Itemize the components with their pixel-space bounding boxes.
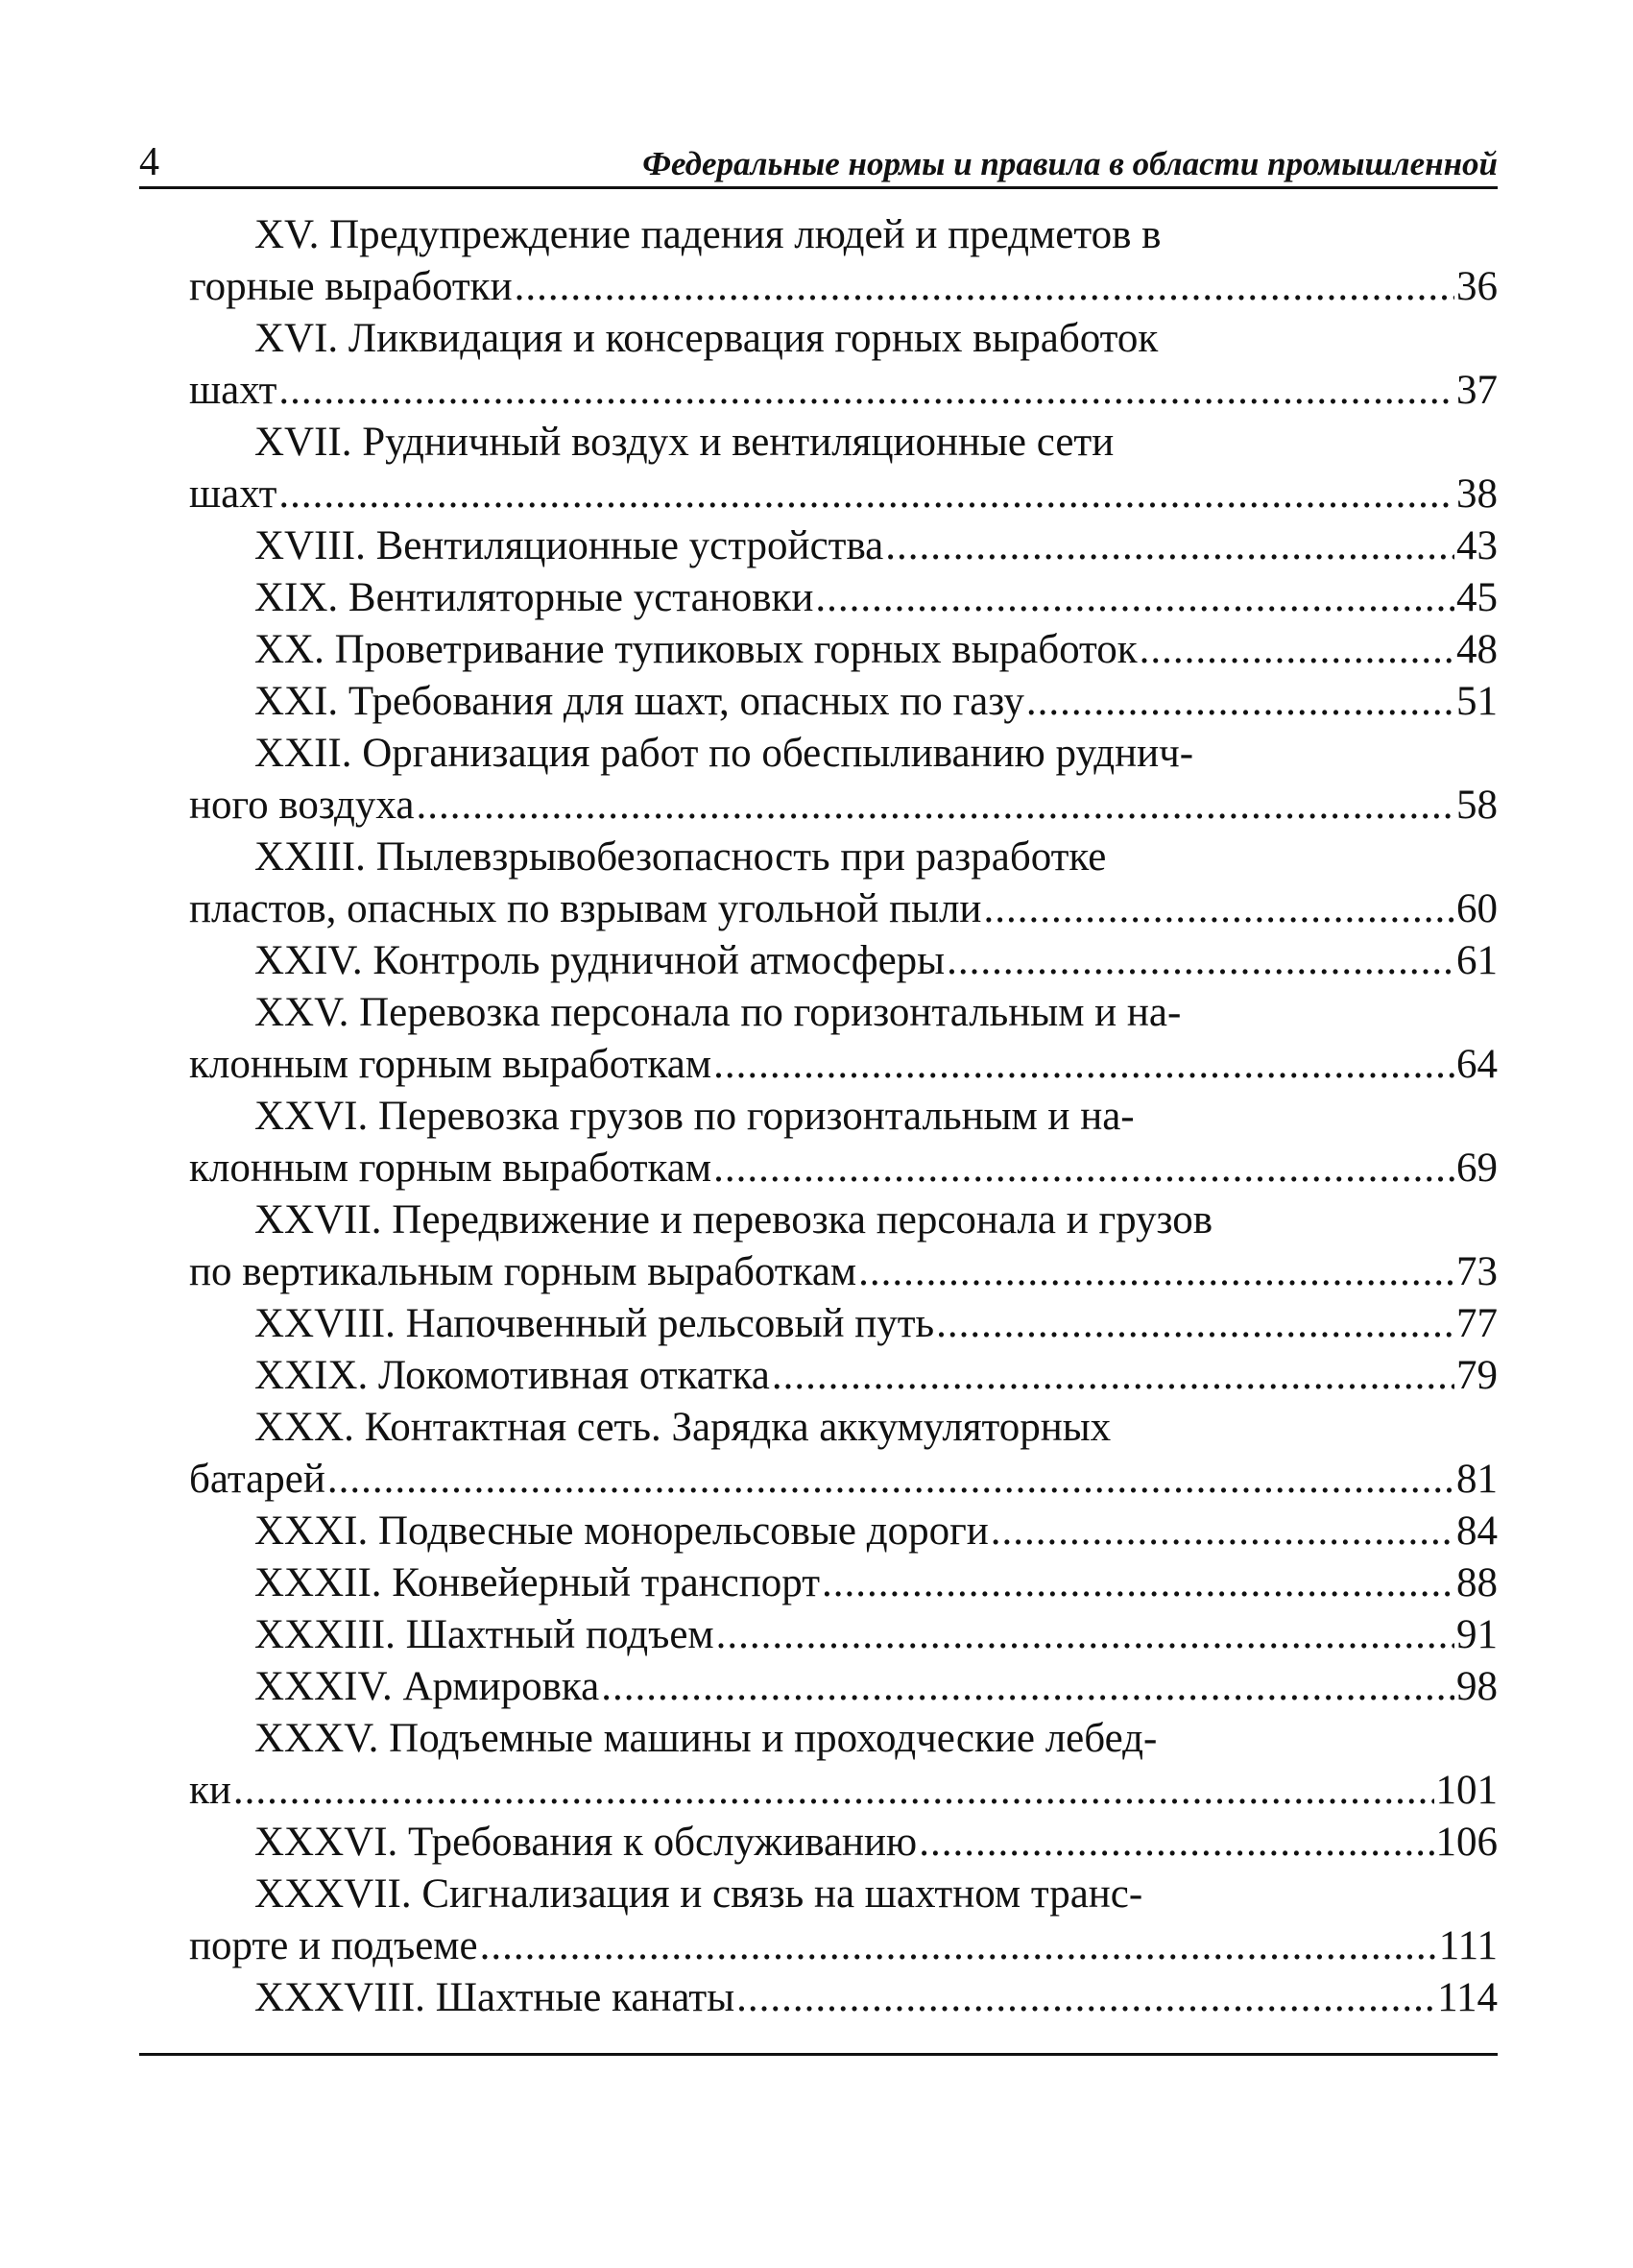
toc-page-number: 48	[1456, 627, 1498, 672]
toc-page-number: 36	[1456, 264, 1498, 309]
toc-entry	[189, 624, 1498, 676]
toc-entry-title: XXX. Контактная сеть. Зарядка аккумуляторных	[254, 1405, 1112, 1450]
dot-leader	[815, 572, 1454, 624]
dot-leader	[1140, 624, 1454, 676]
toc-entry-line	[189, 1557, 1498, 1609]
page-number: 4	[139, 140, 159, 184]
dot-leader	[991, 1506, 1454, 1557]
toc-entry	[189, 987, 1498, 1091]
toc-entry	[189, 313, 1498, 417]
toc-entry	[189, 1402, 1498, 1506]
toc-entry-continuation	[189, 469, 1498, 520]
dot-leader	[1026, 676, 1454, 728]
toc-page-number: 88	[1456, 1560, 1498, 1605]
toc-entry-title-continued: порте и подъеме	[189, 1923, 478, 1968]
toc-entry-title-continued: шахт	[189, 471, 277, 517]
toc-entry-title: XXVII. Передвижение и перевозка персонала и грузов	[254, 1197, 1213, 1243]
dot-leader	[601, 1661, 1454, 1713]
toc-entry-title: XVII. Рудничный воздух и вентиляционные сети	[254, 420, 1115, 465]
toc-entry-title: XXXVIII. Шахтные канаты	[254, 1975, 735, 2020]
toc-page-number: 51	[1456, 679, 1498, 724]
toc-entry-title-continued: шахт	[189, 368, 277, 413]
toc-page-number: 81	[1456, 1457, 1498, 1502]
toc-entry-title: XXXIV. Армировка	[254, 1664, 600, 1709]
toc-entry-title-continued: ного воздуха	[189, 783, 415, 828]
toc-page-number: 106	[1435, 1820, 1498, 1865]
toc-page-number: 45	[1456, 575, 1498, 620]
toc-entry-title: XXIV. Контроль рудничной атмосферы	[254, 938, 946, 983]
toc-entry-line	[189, 1609, 1498, 1661]
toc-entry-continuation	[189, 1920, 1498, 1972]
toc-entry	[189, 1609, 1498, 1661]
toc-entry-line	[189, 1506, 1498, 1557]
toc-page-number: 69	[1456, 1146, 1498, 1191]
dot-leader	[936, 1298, 1454, 1350]
dot-leader	[713, 1143, 1454, 1194]
toc-entry	[189, 1350, 1498, 1402]
dot-leader	[822, 1557, 1454, 1609]
toc-entry-continuation	[189, 1039, 1498, 1091]
toc-entry-title: XXXII. Конвейерный транспорт	[254, 1560, 820, 1605]
toc-page-number: 60	[1456, 886, 1498, 931]
toc-entry-title: XXV. Перевозка персонала по горизонтальным и на-	[254, 990, 1182, 1035]
toc-entry	[189, 728, 1498, 832]
dot-leader	[716, 1609, 1454, 1661]
toc-entry-continuation	[189, 1765, 1498, 1817]
toc-entry	[189, 520, 1498, 572]
toc-entry-line	[189, 1298, 1498, 1350]
toc-entry-title-continued: клонным горным выработкам	[189, 1042, 712, 1087]
toc-entry	[189, 1713, 1498, 1817]
toc-page-number: 91	[1456, 1612, 1498, 1657]
toc-entry-title: XXXVII. Сигнализация и связь на шахтном транс-	[254, 1871, 1143, 1917]
toc-entry-title: XXII. Организация работ по обеспыливанию руднич-	[254, 731, 1194, 776]
toc-page-number: 58	[1456, 783, 1498, 828]
toc-entry-title-continued: ки	[189, 1768, 231, 1813]
toc-entry-title-continued: горные выработки	[189, 264, 513, 309]
toc-entry	[189, 1817, 1498, 1869]
toc-entry	[189, 1194, 1498, 1298]
toc-page-number: 111	[1438, 1923, 1498, 1968]
toc-entry-continuation	[189, 883, 1498, 935]
running-title: Федеральные нормы и правила в области промышленной	[642, 145, 1498, 182]
toc-page-number: 101	[1435, 1768, 1498, 1813]
toc-page-number: 77	[1456, 1301, 1498, 1346]
toc-entry-line	[189, 935, 1498, 987]
toc-entry	[189, 1091, 1498, 1194]
toc-entry	[189, 1506, 1498, 1557]
toc-entry-continuation	[189, 261, 1498, 313]
dot-leader	[919, 1817, 1433, 1869]
toc-entry	[189, 572, 1498, 624]
toc-entry	[189, 1869, 1498, 1972]
table-of-contents	[189, 209, 1498, 2024]
toc-entry	[189, 1661, 1498, 1713]
toc-entry-title: XVIII. Вентиляционные устройства	[254, 523, 884, 568]
toc-entry	[189, 1557, 1498, 1609]
toc-entry-title: XXVIII. Напочвенный рельсовый путь	[254, 1301, 935, 1346]
dot-leader	[480, 1920, 1437, 1972]
toc-entry	[189, 1972, 1498, 2024]
toc-entry-title: XXI. Требования для шахт, опасных по газу	[254, 679, 1024, 724]
toc-entry-title-continued: по вертикальным горным выработкам	[189, 1249, 857, 1294]
toc-entry-title: XXXI. Подвесные монорельсовые дороги	[254, 1508, 989, 1554]
toc-entry-line	[189, 572, 1498, 624]
toc-entry-title: XXXVI. Требования к обслуживанию	[254, 1820, 918, 1865]
toc-entry-line	[189, 520, 1498, 572]
toc-entry-line	[189, 1350, 1498, 1402]
toc-entry-continuation	[189, 365, 1498, 417]
dot-leader	[327, 1454, 1454, 1506]
toc-entry-title: XXIX. Локомотивная откатка	[254, 1353, 770, 1398]
dot-leader	[885, 520, 1454, 572]
dot-leader	[772, 1350, 1454, 1402]
toc-entry-title-continued: клонным горным выработкам	[189, 1146, 712, 1191]
toc-entry-title-continued: пластов, опасных по взрывам угольной пыли	[189, 886, 982, 931]
dot-leader	[233, 1765, 1434, 1817]
dot-leader	[736, 1972, 1435, 2024]
toc-page-number: 38	[1456, 471, 1498, 517]
toc-page-number: 61	[1456, 938, 1498, 983]
toc-entry-continuation	[189, 1246, 1498, 1298]
toc-entry-continuation	[189, 1143, 1498, 1194]
toc-entry-title: XV. Предупреждение падения людей и предметов в	[254, 212, 1162, 257]
dot-leader	[947, 935, 1454, 987]
toc-page-number: 73	[1456, 1249, 1498, 1294]
toc-entry-title-continued: батарей	[189, 1457, 325, 1502]
toc-entry-title: XVI. Ликвидация и консервация горных выработок	[254, 316, 1159, 361]
toc-entry	[189, 832, 1498, 935]
toc-entry-title: XX. Проветривание тупиковых горных выработок	[254, 627, 1138, 672]
toc-entry-line	[189, 1661, 1498, 1713]
running-header	[139, 133, 1498, 189]
toc-page-number: 79	[1456, 1353, 1498, 1398]
dot-leader	[515, 261, 1454, 313]
dot-leader	[278, 469, 1454, 520]
toc-page-number: 64	[1456, 1042, 1498, 1087]
toc-entry-line	[189, 1972, 1498, 2024]
toc-entry-title: XXXIII. Шахтный подъем	[254, 1612, 714, 1657]
toc-entry-line	[189, 676, 1498, 728]
toc-page-number: 114	[1437, 1975, 1498, 2020]
toc-page-number: 98	[1456, 1664, 1498, 1709]
dot-leader	[858, 1246, 1454, 1298]
toc-entry	[189, 676, 1498, 728]
toc-entry-title: XXVI. Перевозка грузов по горизонтальным и на-	[254, 1094, 1135, 1139]
toc-entry-title: XXIII. Пылевзрывобезопасность при разработке	[254, 834, 1107, 880]
toc-page-number: 43	[1456, 523, 1498, 568]
toc-entry-continuation	[189, 780, 1498, 832]
toc-entry-continuation	[189, 1454, 1498, 1506]
toc-entry	[189, 209, 1498, 313]
dot-leader	[278, 365, 1454, 417]
dot-leader	[416, 780, 1454, 832]
toc-page-number: 84	[1456, 1508, 1498, 1554]
toc-entry	[189, 935, 1498, 987]
toc-entry	[189, 417, 1498, 520]
toc-entry-line	[189, 624, 1498, 676]
toc-page-number: 37	[1456, 368, 1498, 413]
toc-entry	[189, 1298, 1498, 1350]
toc-entry-title: XIX. Вентиляторные установки	[254, 575, 814, 620]
bottom-rule	[139, 2053, 1498, 2056]
toc-entry-line	[189, 1817, 1498, 1869]
dot-leader	[983, 883, 1454, 935]
dot-leader	[713, 1039, 1454, 1091]
toc-entry-title: XXXV. Подъемные машины и проходческие лебед-	[254, 1716, 1158, 1761]
